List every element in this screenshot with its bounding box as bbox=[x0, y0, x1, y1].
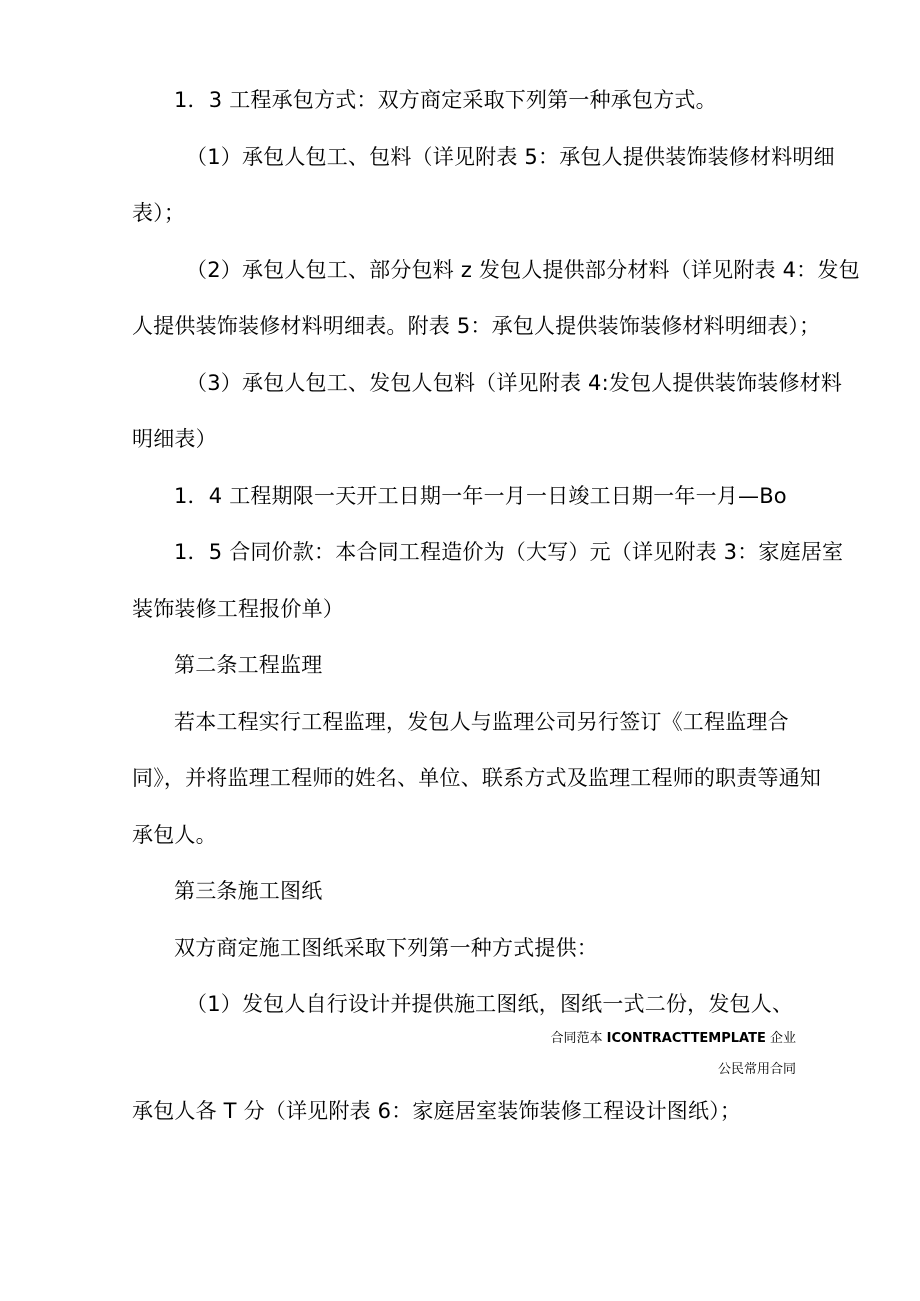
article-2-para-line-3: 承包人。 bbox=[132, 823, 217, 847]
clause-1-5-line-1: 1．5 合同价款：本合同工程造价为（大写）元（详见附表 3：家庭居室 bbox=[174, 540, 844, 564]
option-1-line-2: 表）； bbox=[132, 201, 186, 225]
article-3-option-1-line-2: 承包人各 T 分（详见附表 6：家庭居室装饰装修工程设计图纸）； bbox=[132, 1099, 742, 1123]
option-2-line-2: 人提供装饰装修材料明细表。附表 5：承包人提供装饰装修材料明细表）； bbox=[132, 314, 821, 338]
option-3-line-2: 明细表） bbox=[132, 427, 217, 451]
article-3-intro: 双方商定施工图纸采取下列第一种方式提供： bbox=[174, 936, 598, 960]
page-footer-line-2: 公民常用合同 bbox=[717, 1062, 796, 1077]
article-3-option-1-line-1: （1）发包人自行设计并提供施工图纸，图纸一式二份，发包人、 bbox=[186, 992, 794, 1016]
article-3-heading: 第三条施工图纸 bbox=[174, 879, 323, 903]
option-1-line-1: （1）承包人包工、包料（详见附表 5：承包人提供装饰装修材料明细 bbox=[186, 145, 835, 169]
footer-brand: ICONTRACTTEMPLATE bbox=[606, 1031, 766, 1046]
clause-1-4: 1．4 工程期限一天开工日期一年一月一日竣工日期一年一月—Bo bbox=[174, 484, 787, 508]
clause-1-5-line-2: 装饰装修工程报价单） bbox=[132, 597, 344, 621]
footer-suffix: 企业 bbox=[765, 1031, 796, 1046]
clause-1-3: 1．3 工程承包方式：双方商定采取下列第一种承包方式。 bbox=[174, 88, 717, 112]
article-2-para-line-2: 同》，并将监理工程师的姓名、单位、联系方式及监理工程师的职责等通知 bbox=[132, 766, 822, 790]
footer-prefix: 合同范本 bbox=[550, 1031, 607, 1046]
option-3-line-1: （3）承包人包工、发包人包料（详见附表 4:发包人提供装饰装修材料 bbox=[186, 371, 843, 395]
article-2-para-line-1: 若本工程实行工程监理，发包人与监理公司另行签订《工程监理合 bbox=[174, 710, 789, 734]
page-footer-line-1 bbox=[550, 1030, 796, 1048]
article-2-heading: 第二条工程监理 bbox=[174, 653, 323, 677]
option-2-line-1: （2）承包人包工、部分包料 z 发包人提供部分材料（详见附表 4：发包 bbox=[186, 258, 860, 282]
